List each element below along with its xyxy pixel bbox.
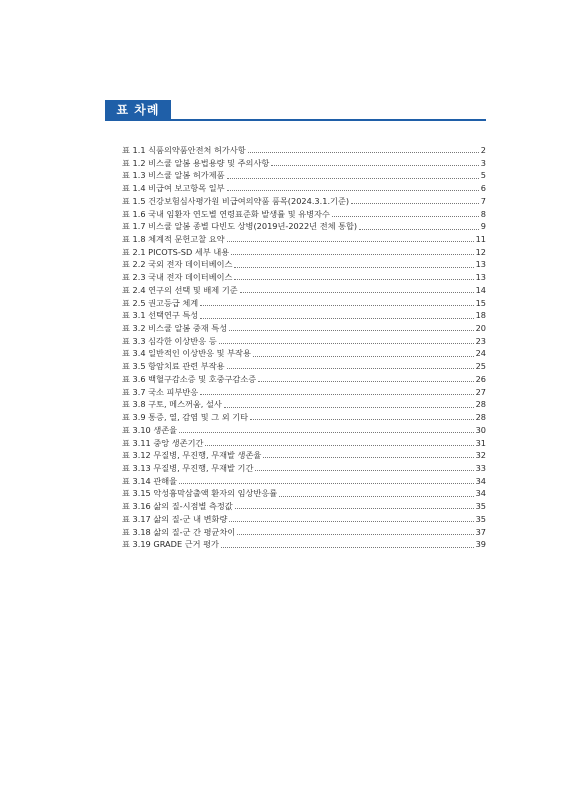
toc-leader-dots [235,508,474,509]
toc-entry[interactable] [122,348,486,361]
toc-entry-label: 표 1.4 비급여 보고항목 일부 [122,183,225,194]
toc-entry[interactable] [122,309,486,322]
toc-leader-dots [271,165,479,166]
toc-entry-label: 표 1.5 건강보험심사평가원 비급여의약품 품목(2024.3.1.기준) [122,195,350,206]
page-title: 표 차례 [105,100,171,120]
toc-entry-label: 표 3.14 관해율 [122,475,178,486]
toc-entry-label: 표 3.9 통증, 열, 감염 및 그 외 기타 [122,412,249,423]
toc-leader-dots [200,394,473,395]
toc-entry[interactable] [122,144,486,157]
toc-leader-dots [240,292,474,293]
toc-entry[interactable] [122,386,486,399]
toc-entry-page: 5 [480,170,486,181]
toc-entry-page: 2 [480,144,486,155]
toc-entry[interactable] [122,322,486,335]
toc-entry-page: 26 [475,373,486,384]
toc-entry-page: 35 [475,501,486,512]
toc-entry[interactable] [122,526,486,539]
toc-entry-page: 24 [475,348,486,359]
toc-leader-dots [253,356,474,357]
toc-leader-dots [234,279,473,280]
toc-leader-dots [248,152,479,153]
toc-entry-label: 표 1.8 체계적 문헌고찰 요약 [122,234,225,245]
toc-entry-page: 25 [475,361,486,372]
toc-entry[interactable] [122,475,486,488]
table-of-tables [122,144,486,551]
toc-leader-dots [231,254,473,255]
toc-entry-label: 표 2.3 국내 전자 데이터베이스 [122,272,233,283]
toc-entry[interactable] [122,169,486,182]
toc-entry[interactable] [122,462,486,475]
toc-leader-dots [229,330,473,331]
toc-entry-page: 14 [475,284,486,295]
toc-entry[interactable] [122,208,486,221]
toc-entry-page: 32 [475,450,486,461]
toc-entry[interactable] [122,360,486,373]
toc-entry-page: 23 [475,335,486,346]
toc-entry-page: 28 [475,412,486,423]
toc-entry-label: 표 3.8 구토, 메스꺼움, 설사 [122,399,222,410]
toc-entry-page: 33 [475,462,486,473]
toc-leader-dots [179,432,474,433]
toc-entry-page: 20 [475,323,486,334]
toc-entry-label: 표 2.1 PICOTS-SD 세부 내용 [122,246,230,257]
toc-leader-dots [227,241,474,242]
toc-entry-label: 표 3.5 항암치료 관련 부작용 [122,361,225,372]
toc-entry-page: 27 [475,386,486,397]
toc-entry-page: 28 [475,399,486,410]
toc-entry-page: 12 [475,246,486,257]
toc-entry-label: 표 3.1 선택연구 특성 [122,310,199,321]
toc-entry-page: 34 [475,488,486,499]
toc-header [105,100,486,120]
toc-entry-page: 15 [475,297,486,308]
toc-entry-page: 6 [480,183,486,194]
toc-entry-label: 표 3.13 무질병, 무진행, 무재발 기간 [122,462,254,473]
toc-leader-dots [279,496,473,497]
header-divider [105,119,486,121]
toc-entry-label: 표 3.16 삶의 질-시점별 측정값 [122,501,233,512]
toc-entry-label: 표 3.17 삶의 질-군 내 변화량 [122,513,228,524]
toc-entry-page: 13 [475,259,486,270]
toc-entry-label: 표 2.4 연구의 선택 및 배제 기준 [122,284,238,295]
toc-entry[interactable] [122,157,486,170]
toc-leader-dots [227,178,479,179]
toc-entry[interactable] [122,500,486,513]
toc-entry-page: 31 [475,437,486,448]
toc-entry-label: 표 1.6 국내 임환자 연도별 연령표준화 발생률 및 유병자수 [122,208,330,219]
toc-entry-label: 표 3.18 삶의 질-군 간 평균차이 [122,526,236,537]
toc-entry-label: 표 3.3 심각한 이상반응 등 [122,335,217,346]
toc-leader-dots [237,534,473,535]
toc-entry[interactable] [122,373,486,386]
toc-entry-label: 표 1.1 식품의약품안전처 허가사항 [122,144,246,155]
toc-entry-label: 표 3.4 일반적인 이상반응 및 부작용 [122,348,251,359]
toc-leader-dots [250,419,474,420]
toc-entry-label: 표 3.12 무질병, 무진행, 무재발 생존율 [122,450,262,461]
toc-leader-dots [200,305,473,306]
toc-leader-dots [205,445,473,446]
toc-leader-dots [200,318,473,319]
toc-entry-page: 11 [475,234,486,245]
toc-entry-page: 9 [480,221,486,232]
toc-entry-page: 35 [475,513,486,524]
toc-entry[interactable] [122,233,486,246]
toc-entry-label: 표 1.3 비스쿨 알봄 허가제품 [122,170,225,181]
toc-entry-page: 3 [480,157,486,168]
toc-entry-label: 표 2.2 국외 전자 데이터베이스 [122,259,233,270]
toc-entry-label: 표 3.7 국소 피부반응 [122,386,199,397]
toc-entry[interactable] [122,182,486,195]
toc-entry-page: 39 [475,539,486,550]
toc-entry[interactable] [122,258,486,271]
toc-leader-dots [351,203,479,204]
toc-leader-dots [227,368,474,369]
toc-leader-dots [258,381,473,382]
toc-leader-dots [224,407,474,408]
toc-leader-dots [219,343,474,344]
toc-leader-dots [227,190,479,191]
toc-entry-label: 표 1.2 비스쿨 알봄 용법용량 및 주의사항 [122,157,270,168]
toc-entry[interactable] [122,398,486,411]
toc-entry[interactable] [122,195,486,208]
toc-entry[interactable] [122,297,486,310]
toc-entry[interactable] [122,411,486,424]
toc-leader-dots [332,216,479,217]
toc-entry-page: 30 [475,424,486,435]
toc-leader-dots [263,457,473,458]
toc-entry-label: 표 3.10 생존율 [122,424,178,435]
toc-entry[interactable] [122,449,486,462]
toc-entry-page: 34 [475,475,486,486]
toc-entry-label: 표 3.2 비스쿨 알봄 중재 특성 [122,323,228,334]
toc-entry-label: 표 1.7 비스쿨 알봄 종별 다빈도 상병(2019년-2022년 전체 통합) [122,221,358,232]
toc-entry-label: 표 3.19 GRADE 근거 평가 [122,539,219,550]
toc-entry[interactable] [122,487,486,500]
toc-leader-dots [234,267,473,268]
toc-entry[interactable] [122,220,486,233]
toc-entry-page: 18 [475,310,486,321]
toc-entry-label: 표 3.15 악성흉막삼출액 환자의 임상반응률 [122,488,278,499]
toc-entry[interactable] [122,271,486,284]
toc-entry-page: 13 [475,272,486,283]
toc-entry-label: 표 3.11 중앙 생존기간 [122,437,204,448]
toc-leader-dots [255,470,473,471]
toc-entry[interactable] [122,284,486,297]
toc-entry[interactable] [122,538,486,551]
toc-entry[interactable] [122,513,486,526]
toc-entry[interactable] [122,246,486,259]
toc-entry[interactable] [122,437,486,450]
toc-entry-page: 37 [475,526,486,537]
toc-entry-page: 8 [480,208,486,219]
toc-leader-dots [229,521,473,522]
toc-leader-dots [179,483,474,484]
toc-leader-dots [359,229,479,230]
toc-entry-page: 7 [480,195,486,206]
toc-entry-label: 표 3.6 백혈구감소증 및 호중구감소증 [122,373,257,384]
toc-leader-dots [221,547,474,548]
toc-entry-label: 표 2.5 권고등급 체계 [122,297,199,308]
toc-entry[interactable] [122,335,486,348]
toc-entry[interactable] [122,424,486,437]
